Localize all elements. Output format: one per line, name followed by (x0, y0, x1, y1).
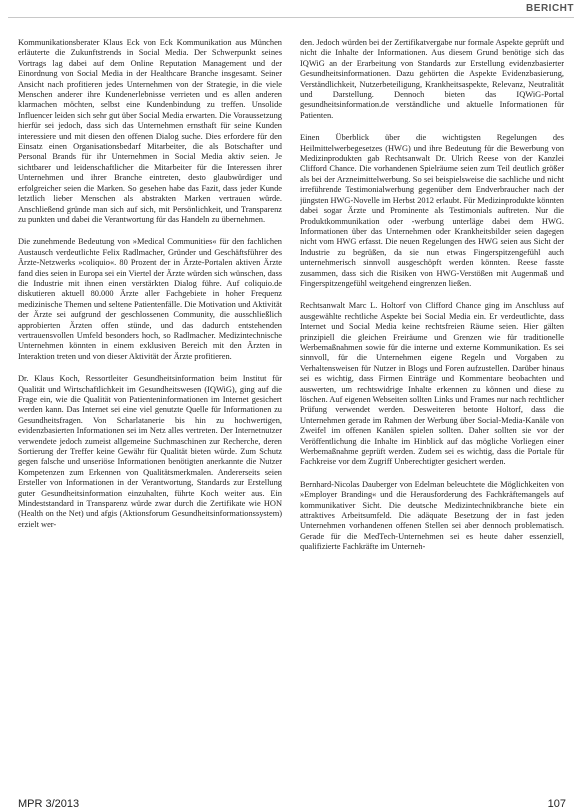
body-paragraph: Kommunikationsberater Klaus Eck von Eck Kommunikation aus München erläuterte die Zukunftstrends in Social Media. Der Schwerpunkt seines Vortrags lag dabei auf dem Online Reputation Management und der Einordnung von Social Media in der Healthcare Branche insgesamt. Seiner Ansicht nach profitieren jedes Unternehmen von der Strategie, in die viele Menschen anderer ihre Kundenerlebnisse verrieten und es allen anderen klarmachen möchten, selbst eine Kundenbindung zu treffen. Unsolide Influencer leiden sich sehr gut über Social Media erwarten. Die Voraussetzung hierfür sei jedoch, dass sich das Unternehmen ernsthaft für seine Kunden interessiere und mit diesen den offenen Dialog suche. Dies erfordere für den Einsatz einen Organisationsbedarf Mitarbeiter, die als Botschafter und Personal Brands für ihr Unternehmen in Social Media aktiv seien. Je sichtbarer und leidenschaftlicher die Mitarbeiter für die Interessen ihrer Unternehmen und ihrer Branche eintreten, desto glaubwürdiger und erfolgreicher seien die Marken. So gesehen habe das Fazit, dass jeder Kunde letztlich lieber Menschen als abstrakten Marken vertrauen würde. Anschließend gründe man sich auf sich, mit Persönlichkeit, und Transparenz zu punkten und dabei die Verantwortung für das Handeln zu übernehmen. (18, 38, 282, 224)
publication-name: MPR 3/2013 (18, 798, 80, 810)
body-paragraph: Dr. Klaus Koch, Ressortleiter Gesundheitsinformation beim Institut für Qualität und Wirtschaftlichkeit im Gesundheitswesen (IQWiG), ging auf die Frage ein, wie die Qualität von Patienteninformationen im Internet gesichert werden kann. Das Internet sei eine viel genutzte Quelle für Informationen zu Gesundheitsfragen. Von Scharlatanerie bis hin zu hochwertigen, evidenzbasierten Informationen sei im Netz alles vertreten. Der Internetnutzer verwendete jedoch zumeist allgemeine Suchmaschinen zur Recherche, deren Sortierung der Treffer keine Gewähr für Qualität bieten würde. Zum Schutz gegen falsche und unseriöse Informationen benötigten anerkannte die Nutzer Kompetenzen zum Erkennen von Qualitätsmerkmalen. Andererseits seien Ersteller von Informationen in der Verantwortung, Standards zur Erstellung guter Gesundheitsinformation einzuhalten, führte Koch weiter aus. Ein Mindeststandard in Transparenz würde zwar durch die Zertifikate wie HON (Health on the Net) und afgis (Aktionsforum Gesundheitsinformationssystem) erzielt wer- (18, 374, 282, 529)
body-paragraph: den. Jedoch würden bei der Zertifikatvergabe nur formale Aspekte geprüft und nicht die Inhalte der Informationen. Aus diesem Grund benötige sich das IQWiG an der Erarbeitung von Standards zur Erstellung evidenzbasierter Gesundheitsinformationen. Dazu gehörten die Aspekte Evidenzbasierung, Verständlichkeit, Nutzerbeteiligung, Krankheitsaspekte, Relevanz, Neutralität und Darstellung. Dennoch bieten das IQWiG-Portal gesundheitsinformation.de verständliche und aktuelle Informationen für Patienten. (300, 38, 564, 120)
body-paragraph: Bernhard-Nicolas Dauberger von Edelman beleuchtete die Möglichkeiten von »Employer Branding« und die Herausforderung des Fachkräftemangels auf kommunikativer Sicht. Die deutsche Medizintechnikbranche biete ein attraktives Arbeitsumfeld. Die adäquate Besetzung der in fast jeden Unternehmen vorhandenen offenen Stellen sei aber dennoch problematisch. Gerade für die MedTech-Unternehmen sei es heute daher essenziell, qualifizierte Fachkräfte im Unterneh- (300, 479, 564, 552)
right-column (300, 38, 564, 780)
body-paragraph: Rechtsanwalt Marc L. Holtorf von Clifford Chance ging im Anschluss auf ausgewählte rechtliche Aspekte bei Social Media ein. Er verdeutlichte, dass Internet und Social Media keine rechtsfreien Räume seien. Hier gälten prinzipiell die gleichen Freiräume und Grenzen wie für traditionelle Werbemaßnahmen sowie für die interne und externe Kommunikation. Es sei sinnvoll, für die Unternehmen eigene Regeln und Vorgaben zu Verhaltensweisen für Nutzer in Blogs und Foren aufzustellen. Darüber hinaus sei es wichtig, dass Firmen Einträge und Kommentare beobachten und auswerten, um rechtswidrige Inhalte erkennen zu können und diese zu löschen. Auf eigenen Webseiten sollten Links und Frames nur nach rechtlicher Prüfung verwendet werden. Desweiteren betonte Holtorf, dass die Unternehmen gerade im Rahmen der Werbung über Social-Media-Kanäle von Zweifel im offenen Kanälen spielen sollten. Daher sollten sie vor der Veröffentlichung die Inhalte im Hinblick auf das mögliche Vorliegen einer Werbemaßnahme geprüft werden. Zudem sei es wichtig, dass die Portale für Fachkreise vor dem Zugriff Unberechtigter gesichert werden. (300, 301, 564, 467)
body-paragraph: Einen Überblick über die wichtigsten Regelungen des Heilmittelwerbegesetzes (HWG) und ihre Bedeutung für die Bewerbung von Medizinprodukten gab Rechtsanwalt Dr. Ulrich Reese von der Kanzlei Clifford Chance. Die vorhandenen Spielräume seien zum Teil deutlich größer als bei der Arzneimittelwerbung. So sei beispielsweise die sachliche und nicht irreführende Testimonialwerbung gegenüber dem Endverbraucher nach der jüngsten HWG-Novelle im Herbst 2012 erlaubt. Für Medizinprodukte könnten dabei sogar Ärzte und Prominente als Testimonials auftreten. Nur die Produktkommunikation oder -werbung unterläge dabei dem HWG. Informationen über das Unternehmen oder Krankheitsbilder seien dagegen nicht vom HWG erfasst. Die neuen Regelungen des HWG seien aus Sicht der Industrie zu begrüßen, da sie nun etwas Fingerspitzengefühl auch unternehmerisch sinnvoll ausgeschöpft werden könnten. Reese fasste zusammen, dass sich die Risiken von HWG-Verstößen mit Augenmaß und Fingerspitzengefühl weitgehend eingrenzen ließen. (300, 133, 564, 288)
left-column (18, 38, 282, 780)
page-number: 107 (547, 798, 566, 810)
section-label: BERICHT (526, 3, 574, 14)
body-paragraph: Die zunehmende Bedeutung von »Medical Communities« für den fachlichen Austausch verdeutlichte Felix Radlmacher, Gründer und Geschäftsführer des Ärzte-Netzwerks »coliquio«. 80 Prozent der in Ärzte-Portalen aktiven Ärzte fand dies seien in Europa sei ein Viertel der Ärzte würden sich wünschen, dass die Industrie mit ihnen einen verstärkten Dialog führe. Auf coliquio.de diskutieren aktuell 80.000 Ärzte aller Fachgebiete in hoher Frequenz medizinische Themen und seltene Patientenfälle. Die Motivation und Aktivität der Ärzte sei aufgrund der geschlossenen Community, die ausschließlich approbierten Ärzten offen stünde, und das dadurch entstehenden vertrauensvollen Umfeld besonders hoch, so Radlmacher. Medizintechnische Unternehmen könnten in einem exklusiven Bereich mit den Ärzten in Interaktion treten und von dieser Aktivität der Ärzte profitieren. (18, 237, 282, 361)
header-divider (8, 17, 574, 18)
